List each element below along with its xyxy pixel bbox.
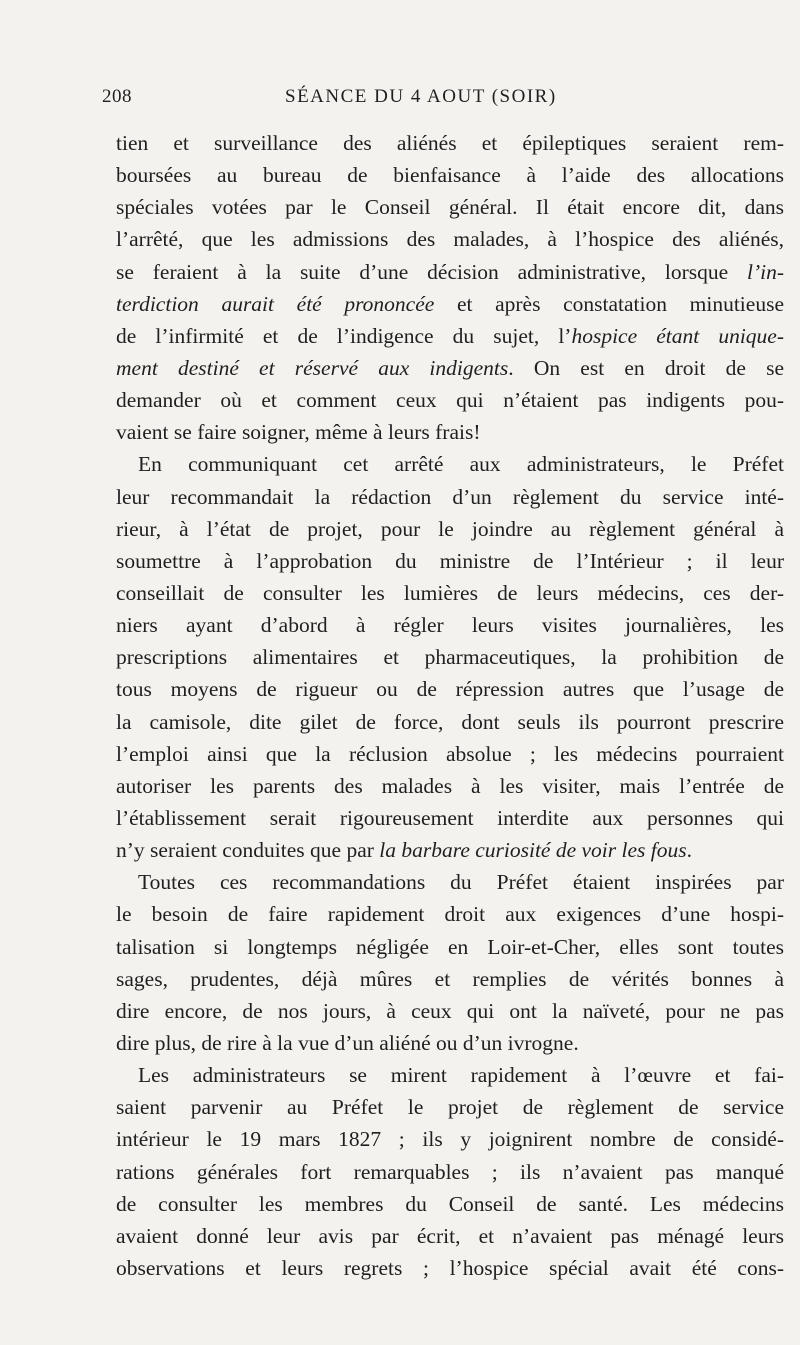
text-segment: saient parvenir au Préfet le projet de règlement de service: [116, 1095, 784, 1120]
text-segment: spéciales votées par le Conseil général. Il était encore dit, dans: [116, 195, 784, 220]
text-line: [116, 352, 784, 384]
text-segment: intérieur le 19 mars 1827 ; ils y joignirent nombre de considé-: [116, 1127, 784, 1152]
text-segment: prescriptions alimentaires et pharmaceutiques, la prohibition de: [116, 645, 784, 670]
text-segment: observations et leurs regrets ; l’hospice spécial avait été cons-: [116, 1255, 784, 1280]
text-segment: la camisole, dite gilet de force, dont seuls ils pourront prescrire: [116, 709, 784, 734]
text-segment: l’établissement serait rigoureusement interdite aux personnes qui: [116, 805, 784, 830]
text-segment: et après constatation minutieuse: [434, 291, 784, 316]
text-segment: . On est en droit de se: [508, 355, 784, 380]
text-line: [116, 1027, 784, 1059]
text-line: [116, 1123, 784, 1155]
text-segment: sages, prudentes, déjà mûres et remplies de vérités bonnes à: [116, 966, 784, 991]
text-segment: En communiquant cet arrêté aux administrateurs, le Préfet: [138, 452, 784, 477]
text-line: [116, 191, 784, 223]
text-segment: conseillait de consulter les lumières de leurs médecins, ces der-: [116, 580, 784, 605]
text-segment: vaient se faire soigner, même à leurs frais!: [116, 420, 481, 445]
text-line: [116, 1156, 784, 1188]
text-line: [116, 802, 784, 834]
text-line: [116, 834, 784, 866]
text-segment: l’arrêté, que les admissions des malades, à l’hospice des aliénés,: [116, 227, 784, 252]
text-line: [116, 898, 784, 930]
italic-segment: terdiction aurait été prononcée: [116, 291, 435, 316]
italic-segment: hospice étant unique-: [571, 323, 785, 348]
text-segment: talisation si longtemps négligée en Loir-et-Cher, elles sont toutes: [116, 934, 784, 959]
text-segment: de l’infirmité et de l’indigence du sujet, l’: [116, 323, 572, 348]
text-segment: de consulter les membres du Conseil de santé. Les médecins: [116, 1191, 784, 1216]
text-segment: demander où et comment ceux qui n’étaient pas indigents pou-: [116, 388, 784, 413]
page-header: [102, 86, 702, 116]
text-segment: le besoin de faire rapidement droit aux exigences d’une hospi-: [116, 902, 784, 927]
text-line: [116, 448, 784, 480]
text-line: [116, 609, 784, 641]
text-line: [116, 481, 784, 513]
text-line: [116, 384, 784, 416]
text-segment: leur recommandait la rédaction d’un règlement du service inté-: [116, 484, 784, 509]
text-segment: tous moyens de rigueur ou de répression autres que l’usage de: [116, 677, 784, 702]
text-line: [116, 770, 784, 802]
text-segment: avaient donné leur avis par écrit, et n’avaient pas ménagé leurs: [116, 1223, 784, 1248]
italic-segment: la barbare curiosité de voir les fous: [379, 838, 687, 863]
text-line: [116, 706, 784, 738]
text-segment: l’emploi ainsi que la réclusion absolue ; les médecins pourraient: [116, 741, 784, 766]
text-line: [116, 513, 784, 545]
running-title: SÉANCE DU 4 AOUT (SOIR): [285, 86, 557, 107]
text-line: [116, 673, 784, 705]
text-line: [116, 223, 784, 255]
text-line: [116, 1220, 784, 1252]
text-segment: n’y seraient conduites que par: [116, 838, 380, 863]
text-line: [116, 963, 784, 995]
text-segment: niers ayant d’abord à régler leurs visites journalières, les: [116, 613, 784, 638]
text-line: [116, 1091, 784, 1123]
text-line: [116, 1059, 784, 1091]
text-line: [116, 127, 784, 159]
text-segment: Les administrateurs se mirent rapidement à l’œuvre et fai-: [138, 1063, 784, 1088]
text-line: [116, 641, 784, 673]
text-segment: boursées au bureau de bienfaisance à l’aide des allocations: [116, 163, 784, 188]
text-segment: dire encore, de nos jours, à ceux qui ont la naïveté, pour ne pas: [116, 998, 784, 1023]
text-segment: tien et surveillance des aliénés et épileptiques seraient rem-: [116, 131, 784, 155]
page-number: 208: [102, 86, 132, 107]
text-segment: soumettre à l’approbation du ministre de l’Intérieur ; il leur: [116, 548, 784, 573]
text-segment: dire plus, de rire à la vue d’un aliéné ou d’un ivrogne.: [116, 1030, 579, 1055]
text-line: [116, 545, 784, 577]
text-segment: autoriser les parents des malades à les visiter, mais l’entrée de: [116, 773, 784, 798]
text-line: [116, 159, 784, 191]
text-segment: .: [686, 838, 692, 863]
italic-segment: l’in-: [746, 259, 784, 284]
text-segment: se feraient à la suite d’une décision administrative, lorsque: [116, 259, 747, 284]
text-line: [116, 577, 784, 609]
text-line: [116, 931, 784, 963]
body-text: [116, 127, 784, 1284]
text-line: [116, 995, 784, 1027]
text-line: [116, 320, 784, 352]
text-line: [116, 416, 784, 448]
text-line: [116, 288, 784, 320]
text-line: [116, 1188, 784, 1220]
text-segment: rations générales fort remarquables ; ils n’avaient pas manqué: [116, 1159, 784, 1184]
text-line: [116, 866, 784, 898]
text-line: [116, 256, 784, 288]
italic-segment: ment destiné et réservé aux indigents: [116, 355, 509, 380]
text-line: [116, 1252, 784, 1284]
text-line: [116, 738, 784, 770]
text-segment: Toutes ces recommandations du Préfet étaient inspirées par: [138, 870, 784, 895]
text-segment: rieur, à l’état de projet, pour le joindre au règlement général à: [116, 516, 784, 541]
